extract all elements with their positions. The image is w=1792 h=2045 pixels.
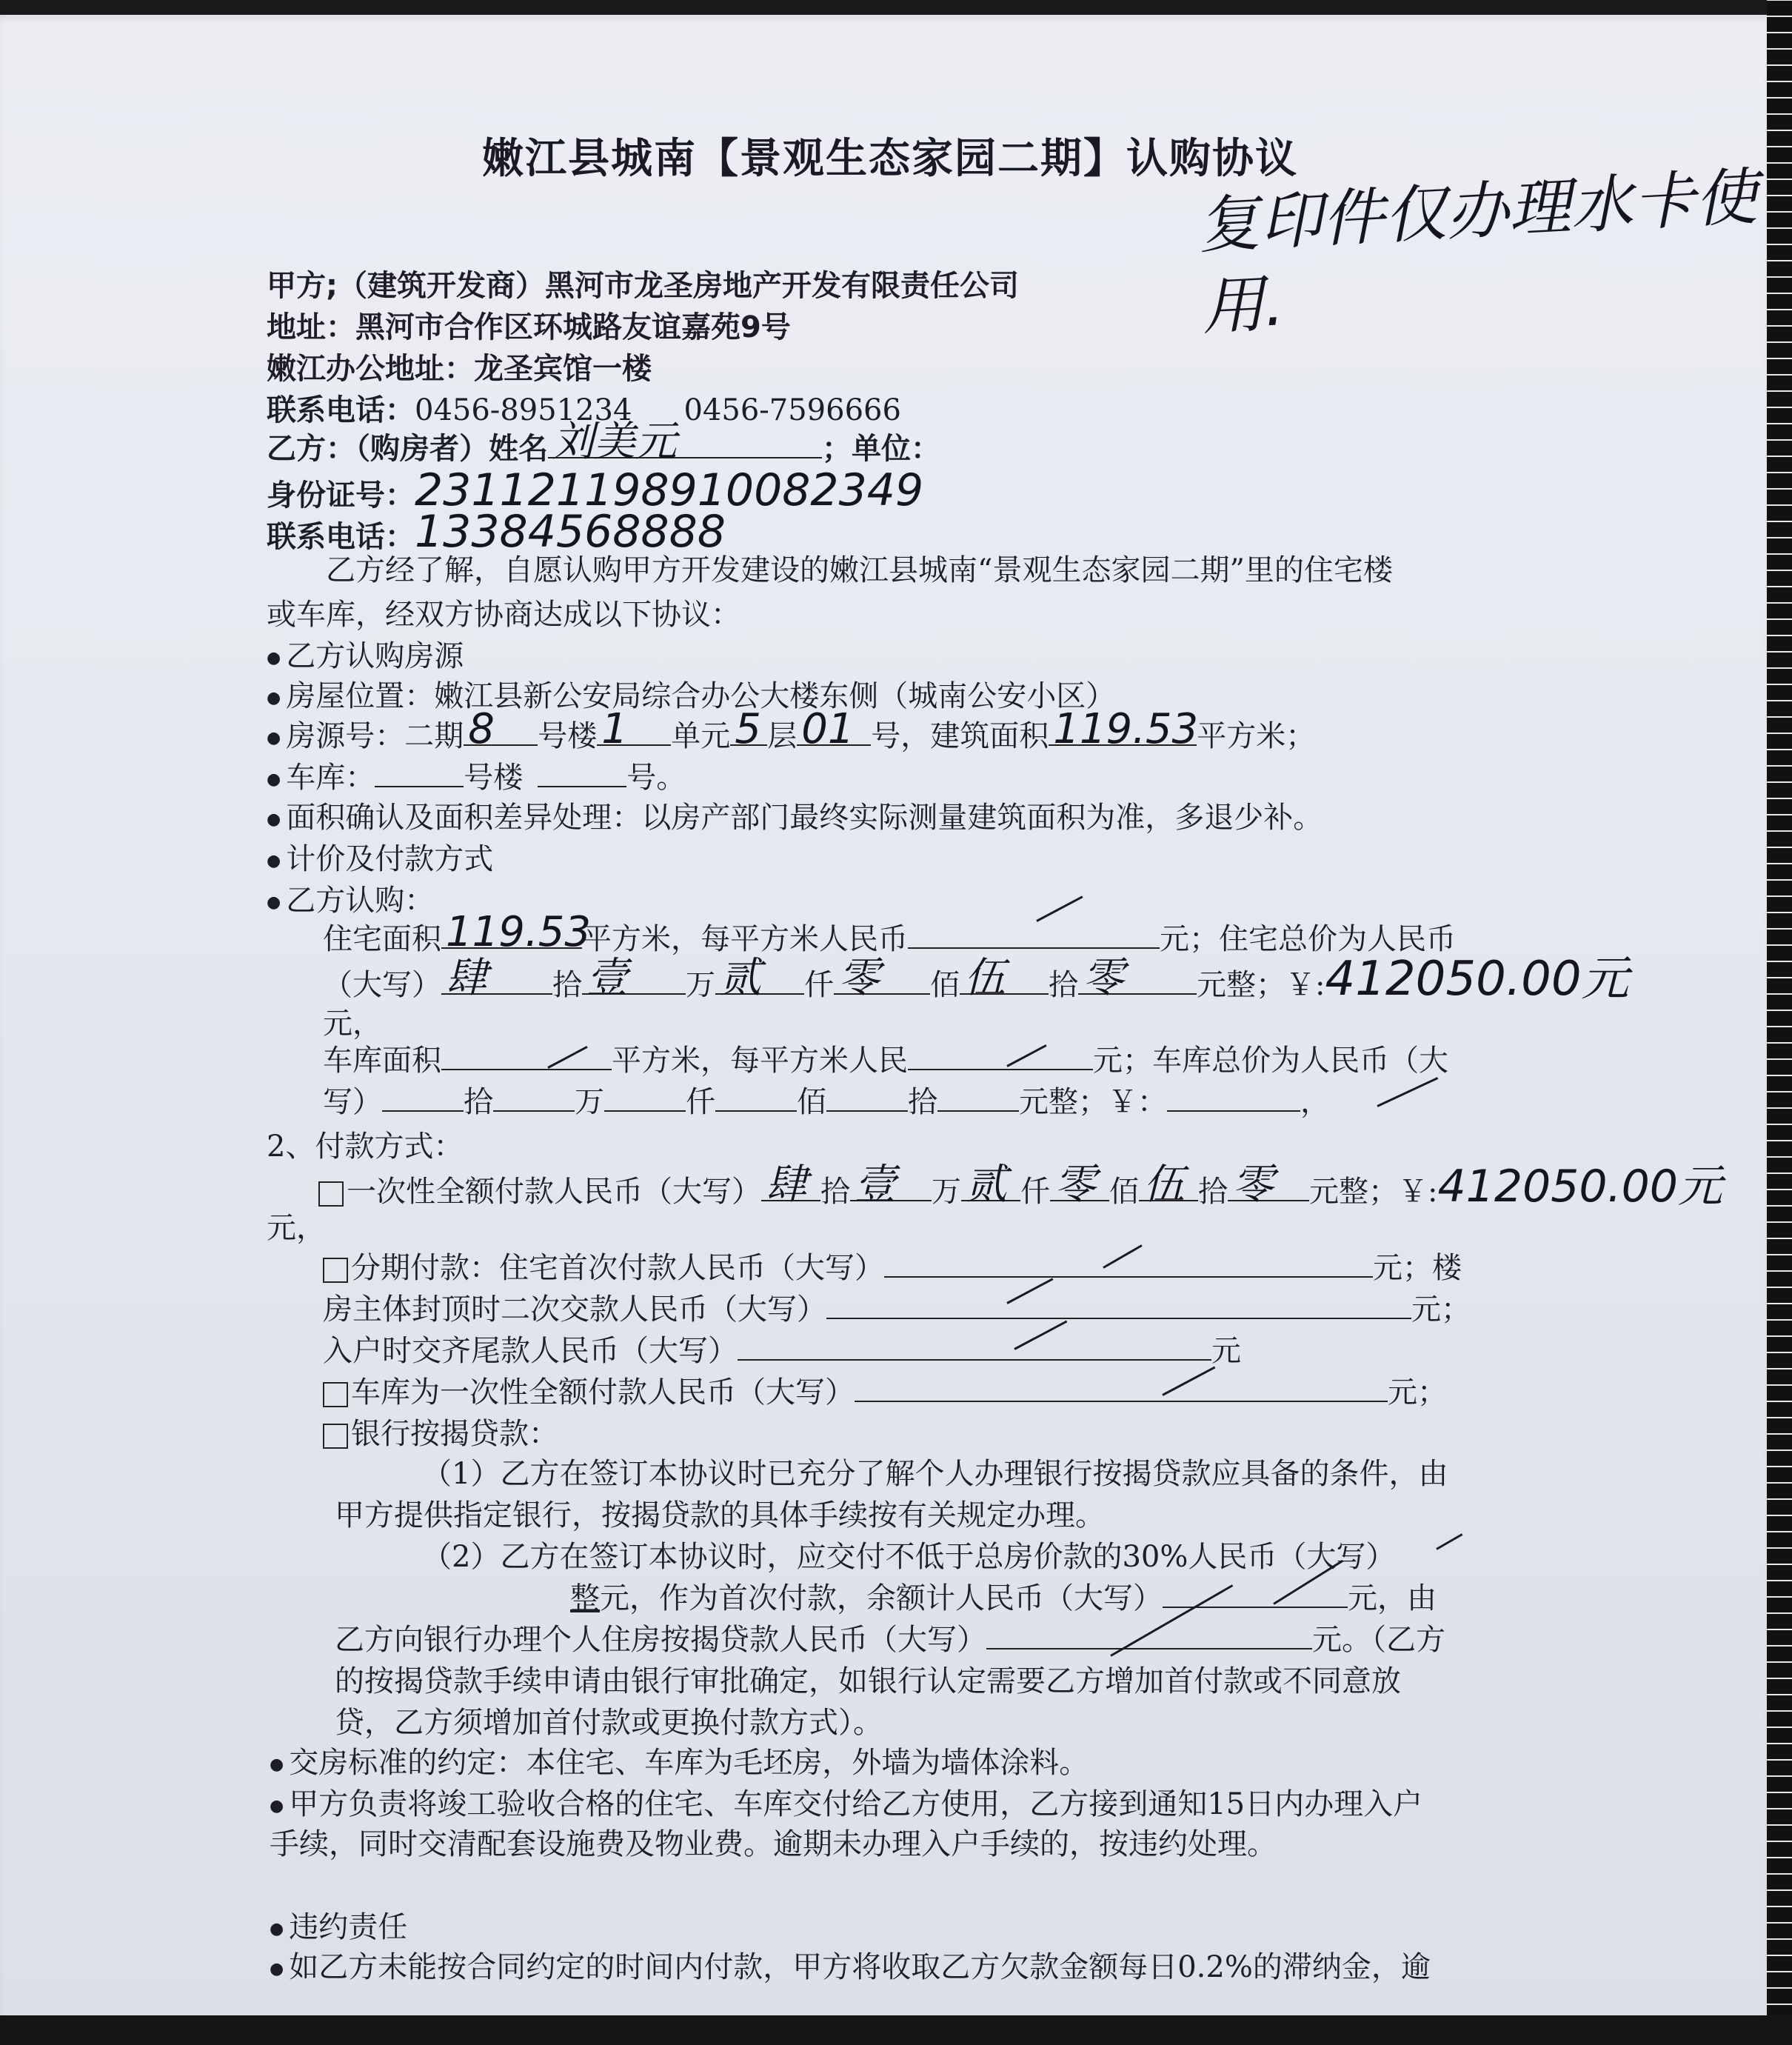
loan-p2a: （2）乙方在签订本协议时，应交付不低于总房价款的30%人民币（大写） (422, 1540, 1396, 1574)
party-b-phone-line (267, 506, 726, 558)
gar-price-label: 平方米，每平方米人民 (612, 1044, 908, 1078)
gar-d2 (493, 1084, 575, 1112)
loan-p2b-suffix: 元，由 (1348, 1581, 1437, 1615)
party-b-name-field (548, 418, 822, 466)
loan-p2e: 贷，乙方须增加首付款或更换付款方式）。 (335, 1706, 883, 1740)
res-d2-value: 壹 (586, 954, 628, 1002)
pay-shi2: 拾 (1198, 1175, 1228, 1209)
inst2-suffix: 元； (1411, 1292, 1471, 1327)
res-area-field (441, 908, 591, 956)
pay-d1-value: 肆 (766, 1161, 807, 1209)
pay-d2 (850, 1161, 932, 1209)
residence-yuan: 元， (323, 1007, 382, 1041)
area-unit: 平方米； (1197, 719, 1316, 753)
installment-line-2 (323, 1290, 1471, 1329)
area-value: 119.53 (1053, 705, 1199, 753)
loan-p1a: （1）乙方在签订本协议时已充分了解个人办理银行按揭贷款应具备的条件，由 (422, 1457, 1448, 1491)
res-area-label: 住宅面积 (323, 922, 441, 956)
pay-d6 (1228, 1161, 1309, 1209)
res-total-symbol: 元整；￥: (1197, 968, 1325, 1002)
bullet-breach: ● 违约责任 (270, 1908, 407, 1949)
gar-price-field (908, 1042, 1093, 1070)
gar-total-symbol: 元整；￥： (1019, 1085, 1167, 1119)
party-a-address: 地址：黑河市合作区环城路友谊嘉苑9号 (267, 310, 791, 344)
floor-value: 5 (735, 705, 761, 753)
gar-total-field (1167, 1084, 1300, 1112)
gar-d5 (826, 1084, 908, 1112)
party-b-name-label: 乙方：（购房者）姓名 (267, 432, 548, 466)
gar-total-label: 元；车库总价为人民币（大 (1093, 1044, 1448, 1078)
pay-bai: 佰 (1109, 1175, 1139, 1209)
phone-label: 联系电话： (267, 393, 415, 427)
inst3-suffix: 元 (1211, 1334, 1241, 1368)
bullet-late-payment: ● 如乙方未能按合同约定的时间内付款，甲方将收取乙方欠款金额每日0.2%的滞纳金，逾 (270, 1948, 1431, 1989)
party-a-line: 甲方;（建筑开发商）黑河市龙圣房地产开发有限责任公司 (267, 269, 1019, 303)
res-price-field (908, 921, 1160, 949)
party-b-phone-label: 联系电话： (267, 520, 415, 554)
pay-total-value: 412050.00元 (1437, 1161, 1722, 1212)
party-b-phone-value: 13384568888 (415, 506, 726, 558)
slash-mark (1436, 1533, 1462, 1550)
res-total-label: 元；住宅总价为人民币 (1160, 922, 1456, 956)
slash-mark (1036, 895, 1083, 922)
pay-d3-value: 贰 (966, 1161, 1007, 1209)
bullet-unit-number (267, 705, 1316, 758)
gar-d1 (382, 1084, 464, 1112)
loan-p2c (335, 1621, 1445, 1659)
res-upper-label: （大写） (323, 968, 441, 1002)
inst1-label: 分期付款：住宅首次付款人民币（大写） (351, 1251, 884, 1285)
handover-cont: 手续，同时交清配套设施费及物业费。逾期未办理入户手续的，按违约处理。 (270, 1827, 1277, 1861)
intro-line-1: 乙方经了解，自愿认购甲方开发建设的嫩江县城南“景观生态家园二期”里的住宅楼 (326, 553, 1393, 587)
pay-d5-value: 伍 (1143, 1161, 1185, 1209)
loan-label: 银行按揭贷款： (351, 1417, 558, 1451)
party-b-unit-label: ；单位： (822, 432, 940, 466)
loan-p2c-text: 乙方向银行办理个人住房按揭贷款人民币（大写） (335, 1623, 986, 1657)
loan-p2b (570, 1579, 1437, 1618)
unit-value: 1 (601, 705, 628, 753)
bullet-location: ● 房屋位置：嫩江县新公安局综合办公大楼东侧（城南公安小区） (267, 677, 1115, 718)
gar-d4 (715, 1084, 797, 1112)
garage-pay-field (855, 1374, 1388, 1402)
loan-p2b-zheng: 整 (570, 1581, 600, 1615)
party-b-name-value: 刘美元 (552, 418, 677, 466)
res-d2 (582, 954, 686, 1002)
bullet-pricing: ● 计价及付款方式 (267, 840, 493, 881)
loan-p2b-text: 元，作为首次付款，余额计人民币（大写） (600, 1581, 1163, 1615)
installment-checkbox[interactable] (323, 1258, 348, 1283)
pay-d5 (1139, 1161, 1198, 1209)
res-d6 (1078, 954, 1197, 1002)
garage-number-field (538, 759, 626, 787)
inst3-label: 入户时交齐尾款人民币（大写） (323, 1334, 738, 1368)
res-d5-value: 伍 (964, 954, 1006, 1002)
phone-2: 0456-7596666 (683, 393, 901, 427)
unit-label: 单元 (671, 719, 731, 753)
document-title: 嫩江县城南【景观生态家园二期】认购协议 (482, 135, 1298, 183)
gar-wan: 万 (575, 1085, 604, 1119)
pay-d4-value: 零 (1054, 1161, 1096, 1209)
room-label: 号，建筑面积 (871, 719, 1049, 753)
party-b-name-line (267, 418, 940, 468)
pay-qian: 仟 (1020, 1175, 1050, 1209)
inst3-field (738, 1332, 1211, 1361)
res-area-value: 119.53 (446, 908, 591, 956)
inst2-label: 房主体封顶时二次交款人民币（大写） (323, 1292, 826, 1327)
garage-total-line (323, 1083, 1330, 1121)
scan-edge-bottom (0, 2015, 1792, 2045)
gar-d3 (604, 1084, 686, 1112)
gar-bai: 佰 (797, 1085, 826, 1119)
pay-d2-value: 壹 (855, 1161, 896, 1209)
pay-d3 (961, 1161, 1020, 1209)
res-d3 (715, 954, 804, 1002)
res-total-value: 412050.00元 (1325, 952, 1629, 1007)
res-d4 (834, 954, 930, 1002)
floor-label: 层 (767, 719, 798, 753)
garage-checkbox[interactable] (323, 1382, 348, 1407)
pay-d4 (1050, 1161, 1109, 1209)
installment-line-3 (323, 1332, 1241, 1370)
party-a-office: 嫩江办公地址：龙圣宾馆一楼 (267, 352, 652, 386)
inst1-suffix: 元；楼 (1373, 1251, 1462, 1285)
res-d3-value: 贰 (720, 954, 761, 1002)
scan-edge-right (1767, 0, 1792, 2045)
pay-d1 (761, 1161, 820, 1209)
res-bai: 佰 (930, 968, 960, 1002)
building-field (464, 705, 538, 753)
loan-checkbox[interactable] (323, 1424, 348, 1449)
res-shi2: 拾 (1049, 968, 1078, 1002)
bullet-area-confirm: ● 面积确认及面积差异处理：以房产部门最终实际测量建筑面积为准，多退少补。 (267, 798, 1323, 839)
gar-shi2: 拾 (908, 1085, 937, 1119)
garage-pay-label: 车库为一次性全额付款人民币（大写） (351, 1375, 855, 1410)
loan-p2d: 的按揭贷款手续申请由银行审批确定，如银行认定需要乙方增加首付款或不同意放 (335, 1664, 1401, 1698)
gar-upper-label: 写） (323, 1085, 382, 1119)
intro-line-2: 或车库，经双方协商达成以下协议： (267, 598, 740, 632)
party-b-id-value: 231121198910082349 (415, 464, 924, 516)
res-qian: 仟 (804, 968, 834, 1002)
res-price-label: 平方米，每平方米人民币 (582, 922, 908, 956)
inst2-field (826, 1291, 1411, 1319)
garage-prefix: 车库： (286, 761, 375, 795)
res-d4-value: 零 (838, 954, 880, 1002)
pay-total-symbol: 元整；￥: (1309, 1175, 1438, 1209)
slash-mark (1377, 1077, 1438, 1107)
room-value: 01 (801, 705, 855, 753)
gar-shi: 拾 (464, 1085, 493, 1119)
pay-shi: 拾 (820, 1175, 850, 1209)
building-value: 8 (468, 705, 495, 753)
gar-d6 (937, 1084, 1019, 1112)
res-d1 (441, 954, 552, 1002)
garage-payment-line (323, 1373, 1447, 1412)
installment-line-1 (323, 1249, 1462, 1287)
bullet-delivery-standard: ● 交房标准的约定：本住宅、车库为毛坯房，外墙为墙体涂料。 (270, 1744, 1089, 1784)
res-d1-value: 肆 (446, 954, 487, 1002)
residence-total-line (323, 952, 1629, 1007)
loan-amount-field (986, 1621, 1312, 1649)
garage-building-field (375, 759, 464, 787)
phone-1: 0456-8951234 (415, 393, 632, 427)
pay-d6-value: 零 (1232, 1161, 1274, 1209)
party-b-id-label: 身份证号： (267, 478, 415, 513)
residence-area-line (323, 908, 1456, 958)
res-d6-value: 零 (1083, 954, 1124, 1002)
bullet-garage (267, 758, 686, 799)
bullet-source: ● 乙方认购房源 (267, 637, 464, 678)
building-label: 号楼 (538, 719, 598, 753)
gar-end: ， (1300, 1085, 1330, 1119)
handwritten-note: 复印件仅办理水卡使用. (1196, 160, 1759, 344)
unit-field (597, 705, 671, 753)
res-wan: 万 (686, 968, 715, 1002)
garage-number-label: 号。 (626, 761, 686, 795)
loan-balance-field (1163, 1580, 1348, 1608)
area-field (1049, 705, 1199, 753)
payment-once-line (318, 1161, 1722, 1212)
gar-area-label: 车库面积 (323, 1044, 441, 1078)
payment-heading: 2、付款方式： (267, 1130, 464, 1164)
loan-line (323, 1415, 558, 1453)
garage-building-label: 号楼 (464, 761, 524, 795)
pay-wan: 万 (932, 1175, 961, 1209)
garage-pay-suffix: 元； (1388, 1375, 1447, 1410)
floor-field (730, 705, 767, 753)
res-d5 (960, 954, 1049, 1002)
loan-p1b: 甲方提供指定银行，按揭贷款的具体手续按有关规定办理。 (335, 1498, 1105, 1532)
once-checkbox[interactable] (318, 1181, 344, 1207)
bullet-purchase: ● 乙方认购： (267, 881, 434, 922)
garage-area-line (323, 1041, 1448, 1080)
document-page (0, 15, 1780, 2045)
source-prefix: 房源号：二期 (286, 719, 464, 753)
res-shi: 拾 (552, 968, 582, 1002)
payment-yuan: 元， (267, 1211, 326, 1245)
gar-qian: 仟 (686, 1085, 715, 1119)
room-field (797, 705, 871, 753)
loan-p2c-suffix: 元。（乙方 (1312, 1623, 1445, 1657)
once-label: 一次性全额付款人民币（大写） (347, 1175, 761, 1209)
bullet-handover: ● 甲方负责将竣工验收合格的住宅、车库交付给乙方使用，乙方接到通知15日内办理入户 (270, 1785, 1422, 1826)
